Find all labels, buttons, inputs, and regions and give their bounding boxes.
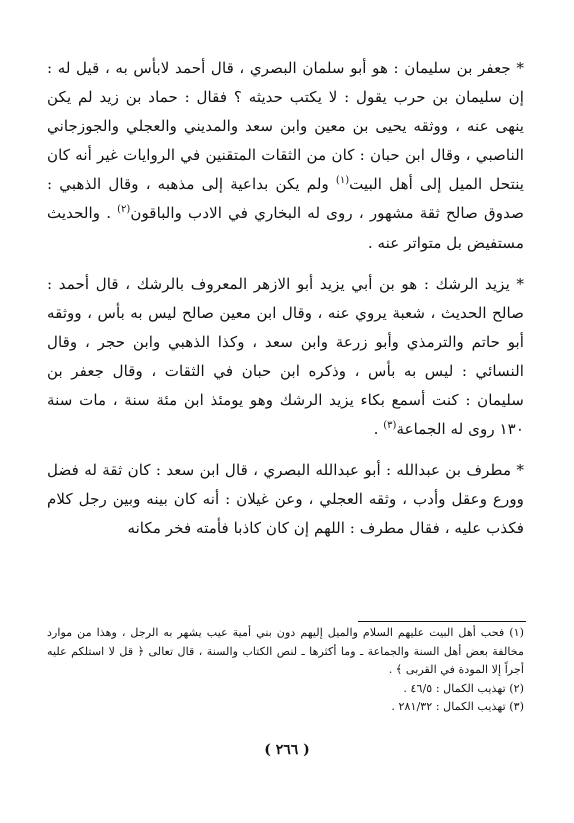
- footnote-ref[interactable]: (٣): [383, 420, 397, 432]
- paragraph-text: ولم يكن بداعية إلى مذهبه ، وقال الذهبي : صدوق صالح ثقة مشهور ، روى له البخاري في الادب والباقون: [47, 175, 524, 223]
- footnote-3: (٣) تهذيب الكمال : ٢٨١/٣٢ .: [391, 700, 524, 713]
- footnote-2: (٢) تهذيب الكمال : ٤٦/٥ .: [403, 681, 524, 695]
- paragraph-text: * جعفر بن سليمان : هو أبو سلمان البصري ، قال أحمد لابأس به ، قيل له : إن سليمان بن حرب يقول : لا يكتب حديثه ؟ فقال : حماد بن زيد لم يكن ينهى عنه ، ووثقه يحيى بن معين وابن سعد والمديني والعجلي والجوزجاني الناصبي ، وقال ابن حبان : كان من الثقات المتقنين في الروايات غير أنه كان ينتحل الميل إلى أهل البيت: [47, 59, 525, 194]
- footnote-1: (١) فحب أهل البيت عليهم السلام والميل إليهم دون بني أمية عيب يشهر به الرجل ، وهذا من موارد مخالفة بعض أهل السنة والجماعة ـ وما أكثرها ـ لنص الكتاب والسنة ، قال تعالى ﴿ قل لا استلكم عليه أجراً إلا المودة في القربى ﴾ .: [47, 626, 524, 676]
- main-text: [47, 54, 524, 544]
- page-number: ( ٢٦٦ ): [264, 742, 310, 758]
- footnote-ref[interactable]: (٢): [117, 204, 131, 216]
- footnote-ref[interactable]: (١): [335, 175, 350, 187]
- paragraph-mutarrif-bin-abdullah: [47, 456, 524, 543]
- paragraph-text: . والحديث مستفيض بل متواتر عنه .: [47, 204, 524, 252]
- paragraph-text: .: [373, 420, 384, 439]
- footnote-separator: [358, 621, 526, 622]
- paragraph-jafar-bin-sulaiman: [47, 54, 524, 258]
- paragraph-text: * مطرف بن عبدالله : أبو عبدالله البصري ، قال ابن سعد : كان ثقة له فضل وورع وعقل وأدب ، وثقه العجلي ، وعن غيلان : أنه كان بينه وبين رجل كلام فكذب عليه ، فقال مطرف : اللهم إن كان كاذبا فأمته فخر مكانه: [47, 461, 524, 538]
- footnotes: [47, 624, 524, 717]
- paragraph-yazid-al-rishk: [47, 270, 524, 445]
- paragraph-text: * يزيد الرشك : هو بن أبي يزيد أبو الازهر المعروف بالرشك ، قال أحمد : صالح الحديث ، شعبة يروي عنه ، وقال ابن معين صالح ليس به بأس ، ووثقه أبو حاتم والترمذي وأبو زرعة وابن سعد ، وكذا الذهبي وابن حجر ، وقال النسائي : ليس به بأس ، وذكره ابن حبان في الثقات ، وقال جعفر بن سليمان : كنت أسمع بكاء يزيد الرشك وهو يومئذ ابن مئة سنة ، مات سنة ١٣٠ روى له الجماعة: [47, 274, 524, 439]
